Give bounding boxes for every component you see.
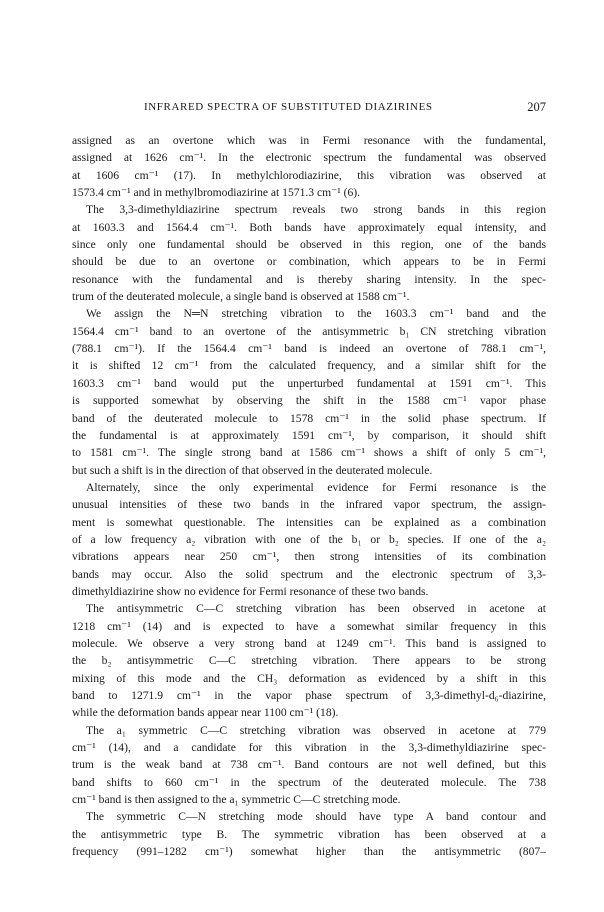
- text-line: The 3,3-dimethyldiazirine spectrum reveals two strong bands in this region: [86, 203, 546, 217]
- text-line: it is shifted 12 cm⁻¹ from the calculated frequency, and a similar shift for the: [72, 359, 546, 373]
- text-line: The antisymmetric C—C stretching vibration has been observed in acetone at: [86, 602, 546, 616]
- text-line: band of the deuterated molecule to 1578 cm⁻¹ in the solid phase spectrum. If: [72, 411, 546, 425]
- text-line: Alternately, since the only experimental evidence for Fermi resonance is the: [86, 480, 546, 494]
- text-line: (788.1 cm⁻¹). If the 1564.4 cm⁻¹ band is indeed an overtone of 788.1 cm⁻¹,: [72, 342, 546, 356]
- text-line: is supported somewhat by observing the shift in the 1588 cm⁻¹ vapor phase: [72, 394, 546, 408]
- text-line: 1603.3 cm⁻¹ band would put the unperturbed fundamental at 1591 cm⁻¹. This: [72, 376, 546, 390]
- text-line: bands may occur. Also the solid spectrum and the electronic spectrum of 3,3-: [72, 567, 546, 581]
- text-line: We assign the N═N stretching vibration to the 1603.3 cm⁻¹ band and the: [86, 307, 546, 321]
- text-line: cm⁻¹ (14), and a candidate for this vibration in the 3,3-dimethyldiazirine spec-: [72, 741, 546, 755]
- text-line: band to 1271.9 cm⁻¹ in the vapor phase spectrum of 3,3-dimethyl-d₆-diazirine,: [72, 689, 546, 702]
- text-line: while the deformation bands appear near 1100 cm⁻¹ (18).: [72, 706, 339, 720]
- text-line: The symmetric C—N stretching mode should have type A band contour and: [86, 810, 546, 824]
- text-line: assigned as an overtone which was in Fermi resonance with the fundamental,: [72, 134, 546, 147]
- text-line: cm⁻¹ band is then assigned to the a₁ symmetric C—C stretching mode.: [72, 793, 401, 807]
- text-line: resonance with the fundamental and is thereby sharing intensity. In the spec-: [72, 272, 546, 286]
- text-line: frequency (991–1282 cm⁻¹) somewhat higher than the antisymmetric (807–: [72, 845, 546, 859]
- text-line: 1573.4 cm⁻¹ and in methylbromodiazirine at 1571.3 cm⁻¹ (6).: [72, 186, 361, 200]
- text-line: the fundamental is at approximately 1591 cm⁻¹, by comparison, it should shift: [72, 428, 546, 442]
- text-line: The a₁ symmetric C—C stretching vibration was observed in acetone at 779: [86, 723, 546, 737]
- text-line: trum is the weak band at 738 cm⁻¹. Band contours are not well defined, but this: [72, 758, 546, 772]
- text-line: mixing of this mode and the CH₃ deformation as evidenced by a shift in this: [72, 671, 546, 685]
- text-line: should be due to an overtone or combination, which appears to be in Fermi: [72, 255, 546, 269]
- article-body: [72, 132, 546, 860]
- text-line: band shifts to 660 cm⁻¹ in the spectrum of the deuterated molecule. The 738: [72, 775, 546, 789]
- text-line: of a low frequency a₂ vibration with one of the b₁ or b₂ species. If one of the a₂: [72, 532, 546, 546]
- running-title: INFRARED SPECTRA OF SUBSTITUTED DIAZIRINES: [144, 101, 433, 113]
- text-line: but such a shift is in the direction of that observed in the deuterated molecule.: [72, 463, 433, 477]
- text-line: assigned at 1626 cm⁻¹. In the electronic spectrum the fundamental was observed: [72, 151, 546, 165]
- text-line: 1564.4 cm⁻¹ band to an overtone of the antisymmetric b₁ CN stretching vibration: [72, 324, 546, 338]
- text-line: since only one fundamental should be observed in this region, one of the bands: [72, 238, 546, 252]
- text-line: unusual intensities of these two bands in the infrared vapor spectrum, the assign-: [72, 498, 546, 512]
- text-line: molecule. We observe a very strong band at 1249 cm⁻¹. This band is assigned to: [72, 636, 546, 650]
- text-line: trum of the deuterated molecule, a single band is observed at 1588 cm⁻¹.: [72, 290, 410, 304]
- running-head: [72, 101, 546, 117]
- text-line: vibrations appears near 250 cm⁻¹, then strong intensities of its combination: [72, 550, 546, 564]
- text-line: to 1581 cm⁻¹. The single strong band at 1586 cm⁻¹ shows a shift of only 5 cm⁻¹,: [72, 446, 546, 460]
- text-line: ment is somewhat questionable. The intensities can be explained as a combination: [72, 515, 546, 529]
- text-line: the antisymmetric type B. The symmetric vibration has been observed at a: [72, 827, 546, 841]
- text-line: dimethyldiazirine show no evidence for Fermi resonance of these two bands.: [72, 584, 429, 598]
- text-line: 1218 cm⁻¹ (14) and is expected to have a somewhat similar frequency in this: [72, 619, 546, 633]
- text-line: the b₂ antisymmetric C—C stretching vibration. There appears to be strong: [72, 654, 546, 668]
- text-line: at 1603.3 and 1564.4 cm⁻¹. Both bands have approximately equal intensity, and: [72, 220, 546, 234]
- text-line: at 1606 cm⁻¹ (17). In methylchlorodiazirine, this vibration was observed at: [72, 168, 546, 182]
- page-number: 207: [527, 100, 546, 114]
